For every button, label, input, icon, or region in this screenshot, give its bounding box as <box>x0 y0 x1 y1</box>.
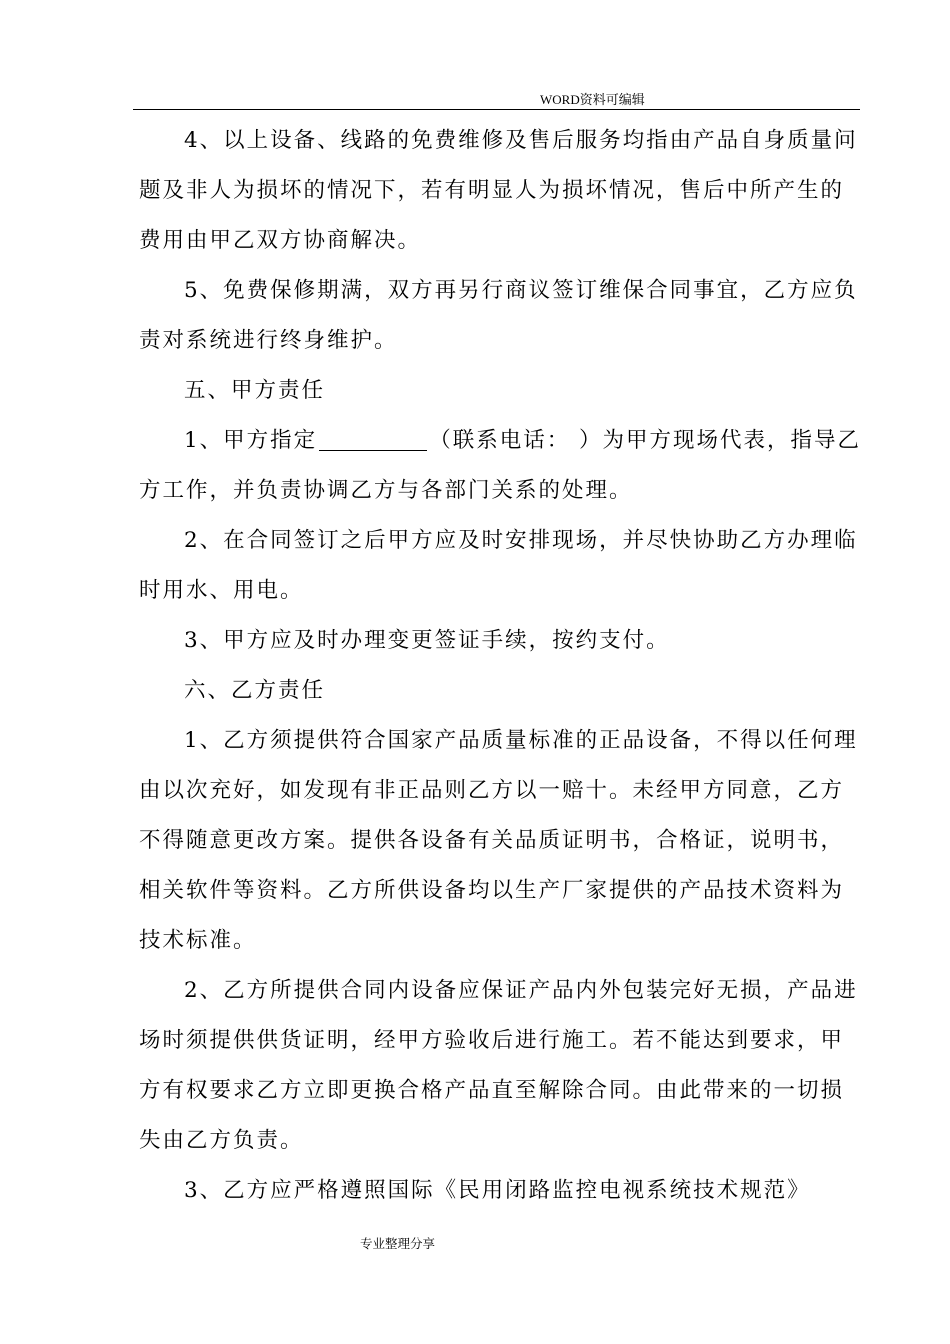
page-header-text: WORD资料可编辑 <box>540 92 645 107</box>
text-line: 相关软件等资料。乙方所供设备均以生产厂家提供的产品技术资料为 <box>139 878 845 903</box>
section-heading-party-b: 六、乙方责任 <box>184 678 326 703</box>
text-line: 由以次充好，如发现有非正品则乙方以一赔十。未经甲方同意，乙方 <box>139 778 845 803</box>
text-line: 5、免费保修期满，双方再另行商议签订维保合同事宜，乙方应负 <box>184 278 858 303</box>
text-line <box>139 416 862 466</box>
text-line: 3、甲方应及时办理变更签证手续，按约支付。 <box>184 628 670 653</box>
header-rule <box>133 109 860 110</box>
document-body <box>139 116 862 1216</box>
text-line: 失由乙方负责。 <box>139 1128 304 1153</box>
text-line: 2、在合同签订之后甲方应及时安排现场，并尽快协助乙方办理临 <box>184 528 858 553</box>
text-line: 技术标准。 <box>139 928 257 953</box>
page-footer-text: 专业整理分享 <box>360 1236 436 1251</box>
text-line: 方有权要求乙方立即更换合格产品直至解除合同。由此带来的一切损 <box>139 1078 845 1103</box>
text-line: 3、乙方应严格遵照国际《民用闭路监控电视系统技术规范》 <box>184 1178 811 1203</box>
text-segment: 1、甲方指定 <box>184 428 318 453</box>
text-line: 2、乙方所提供合同内设备应保证产品内外包装完好无损，产品进 <box>184 978 858 1003</box>
section-heading-party-a: 五、甲方责任 <box>184 378 326 403</box>
text-line: 时用水、用电。 <box>139 578 304 603</box>
text-line: 不得随意更改方案。提供各设备有关品质证明书，合格证，说明书， <box>139 828 845 853</box>
text-line: 场时须提供供货证明，经甲方验收后进行施工。若不能达到要求，甲 <box>139 1028 845 1053</box>
text-line: 题及非人为损坏的情况下，若有明显人为损坏情况，售后中所产生的 <box>139 178 845 203</box>
text-line: 4、以上设备、线路的免费维修及售后服务均指由产品自身质量问 <box>184 128 858 153</box>
text-line: 方工作，并负责协调乙方与各部门关系的处理。 <box>139 478 633 503</box>
text-segment: （联系电话： ）为甲方现场代表，指导乙 <box>429 428 862 453</box>
text-line: 费用由甲乙双方协商解决。 <box>139 228 422 253</box>
text-line: 1、乙方须提供符合国家产品质量标准的正品设备，不得以任何理 <box>184 728 858 753</box>
fill-in-blank[interactable] <box>319 426 427 451</box>
text-line: 责对系统进行终身维护。 <box>139 328 398 353</box>
